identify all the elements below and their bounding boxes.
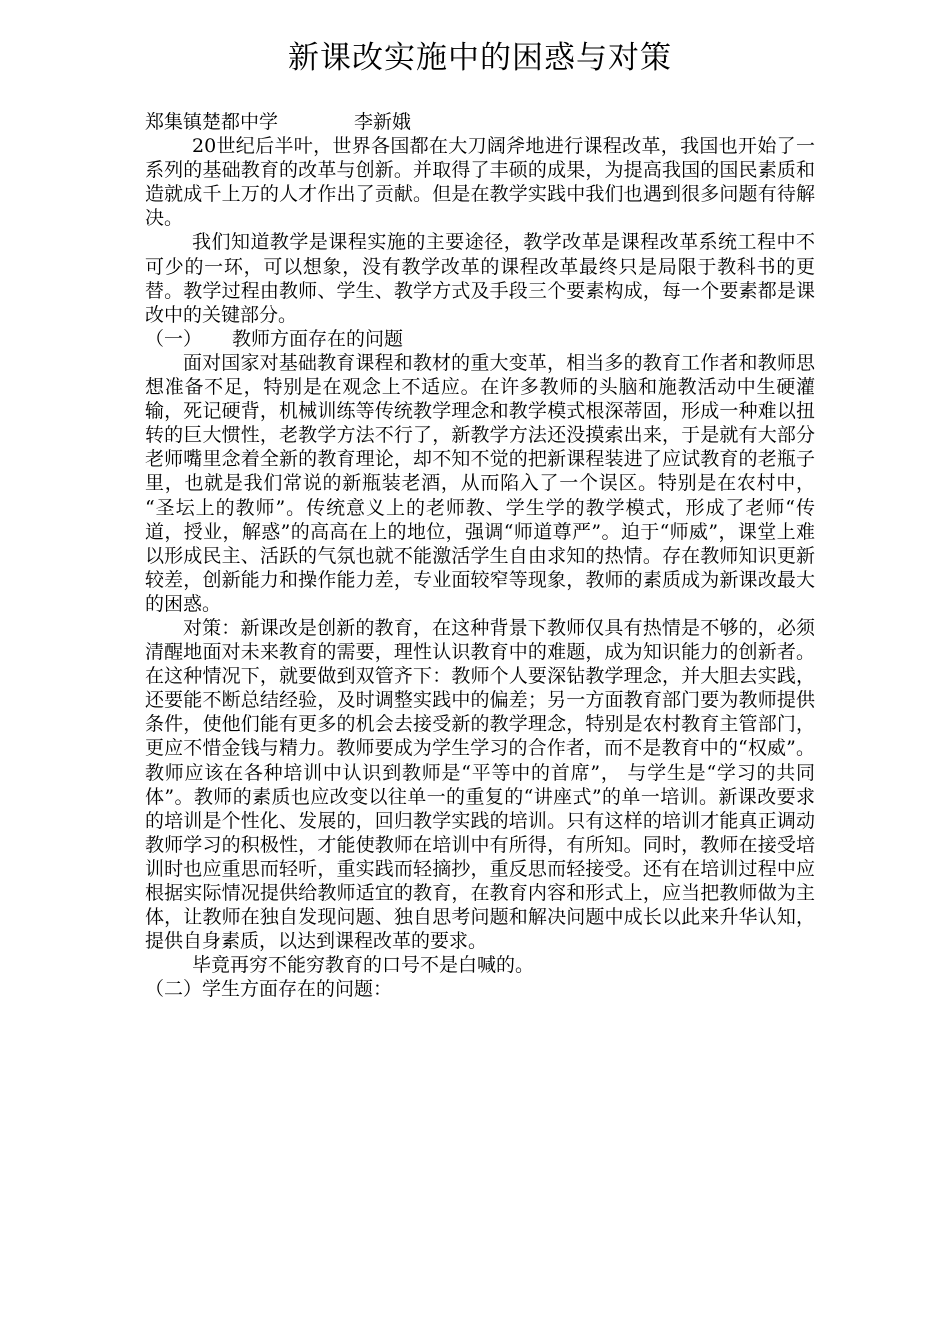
section-1-paragraph-2: 对策：新课改是创新的教育，在这种背景下教师仅具有热情是不够的，必须清醒地面对未来教育的需要，理性认识教育中的难题，成为知识能力的创新者。在这种情况下，就要做到双管齐下：教师个人要深钻教学理念，并大胆去实践，还要能不断总结经验，及时调整实践中的偏差；另一方面教育部门要为教师提供条件，使他们能有更多的机会去接受新的教学理念，特别是农村教育主管部门，更应不惜金钱与精力。教师要成为学生学习的合作者，而不是教育中的“权威”。教师应该在各种培训中认识到教师是“平等中的首席”， 与学生是“学习的共同体”。教师的素质也应改变以往单一的重复的“讲座式”的单一培训。新课改要求的培训是个性化、发展的，回归教学实践的培训。只有这样的培训才能真正调动教师学习的积极性，才能使教师在培训中有所得，有所知。同时，教师在接受培训时也应重思而轻听，重实践而轻摘抄，重反思而轻接受。还有在培训过程中应根据实际情况提供给教师适宜的教育，在教育内容和形式上，应当把教师做为主体，让教师在独自发现问题、独自思考问题和解决问题中成长以此来升华认知，提供自身素质，以达到课程改革的要求。	[145, 616, 815, 953]
section-1-paragraph-3: 毕竟再穷不能穷教育的口号不是白喊的。	[192, 954, 535, 977]
author-line	[145, 110, 815, 134]
author-school: 郑集镇楚都中学	[145, 111, 279, 133]
author-name: 李新娥	[354, 111, 412, 133]
section-2-heading: （二）学生方面存在的问题：	[145, 978, 393, 1001]
section-1-title: 教师方面存在的问题	[232, 327, 404, 350]
document-body	[145, 110, 815, 1001]
intro-paragraph-2: 我们知道教学是课程实施的主要途径，教学改革是课程改革系统工程中不可少的一环，可以想象，没有教学改革的课程改革最终只是局限于教科书的更替。教学过程由教师、学生、教学方式及手段三个要素构成，每一个要素都是课改中的关键部分。	[145, 231, 815, 326]
document-title: 新课改实施中的困惑与对策	[288, 40, 672, 76]
section-1-number: （一）	[145, 327, 203, 350]
section-1-paragraph-1: 面对国家对基础教育课程和教材的重大变革，相当多的教育工作者和教师思想准备不足，特别是在观念上不适应。在许多教师的头脑和施教活动中生硬灌输，死记硬背，机械训练等传统教学理念和教学模式根深蒂固，形成一种难以扭转的巨大惯性，老教学方法不行了，新教学方法还没摸索出来，于是就有大部分老师嘴里念着全新的教育理论，却不知不觉的把新课程装进了应试教育的老瓶子里，也就是我们常说的新瓶装老酒，从而陷入了一个误区。特别是在农村中， “圣坛上的教师”。传统意义上的老师教、学生学的教学模式，形成了老师“传道，授业，解惑”的高高在上的地位，强调“师道尊严”。迫于“师威”，课堂上难以形成民主、活跃的气氛也就不能激活学生自由求知的热情。存在教师知识更新较差，创新能力和操作能力差，专业面较窄等现象，教师的素质成为新课改最大的困惑。	[145, 351, 815, 615]
intro-paragraph-1: 20世纪后半叶，世界各国都在大刀阔斧地进行课程改革，我国也开始了一系列的基础教育的改革与创新。并取得了丰硕的成果，为提高我国的国民素质和造就成千上万的人才作出了贡献。但是在教学实践中我们也遇到很多问题有待解决。	[145, 135, 815, 230]
section-1-heading	[145, 327, 815, 351]
